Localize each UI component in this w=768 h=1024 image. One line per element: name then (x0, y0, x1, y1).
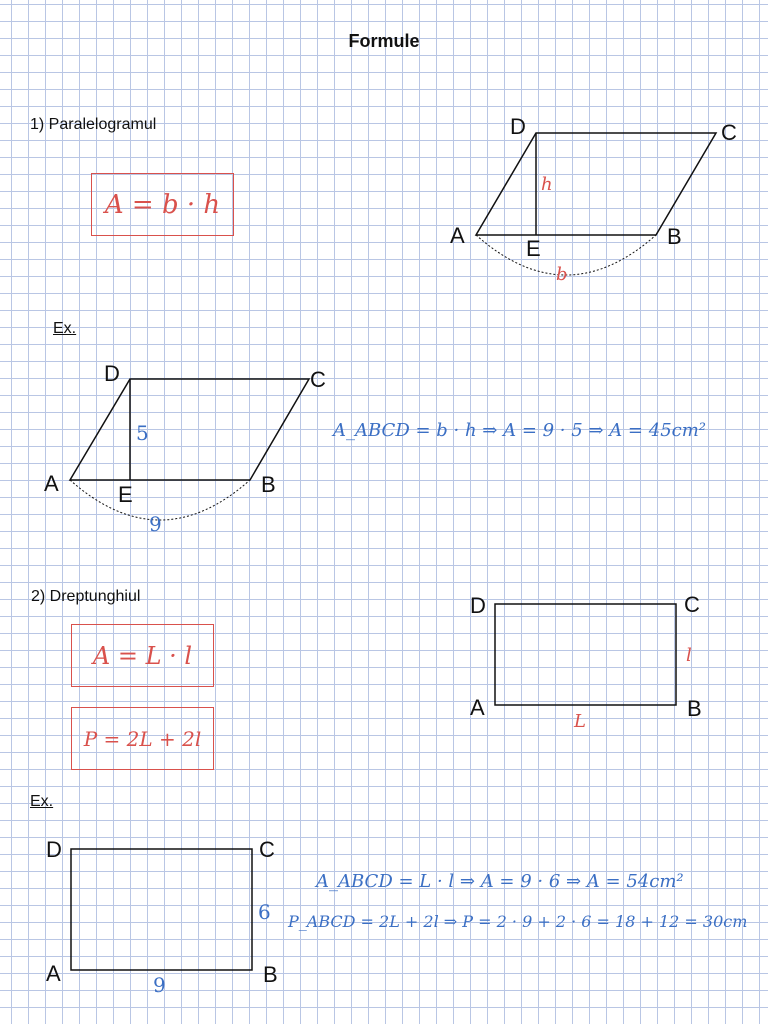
formula-rectangle-perimeter: P = 2L + 2l (83, 726, 202, 751)
example-point-label-e: E (118, 482, 133, 507)
point-label-e: E (526, 236, 541, 261)
example-base-value: 9 (149, 512, 162, 536)
rect-point-label-b: B (687, 696, 702, 721)
example-result-parallelogram: A_ABCD = b · h ⇒ A = 9 · 5 ⇒ A = 45cm² (333, 420, 707, 441)
page-title: Formule (348, 31, 420, 51)
parallelogram-shape (476, 133, 716, 235)
point-label-c: C (721, 120, 737, 145)
rect-point-label-a: A (470, 695, 485, 720)
example-result-rectangle-perimeter: P_ABCD = 2L + 2l ⇒ P = 2 · 9 + 2 · 6 = 18 + 12 = 30cm (288, 912, 748, 931)
base-label-b: b (556, 264, 568, 285)
example-rect-point-label-b: B (263, 962, 278, 987)
example-rectangle-shape (71, 849, 252, 970)
formula-parallelogram-area: A = b · h (104, 189, 221, 220)
example-height-value: 5 (136, 421, 149, 445)
rectangle-shape (495, 604, 676, 705)
section-heading-rectangle: 2) Dreptunghiul (31, 588, 141, 605)
example-rect-point-label-d: D (46, 837, 62, 862)
rect-point-label-d: D (470, 593, 486, 618)
example-rect-width-value: 6 (258, 900, 271, 924)
example-point-label-c: C (310, 367, 326, 392)
example-rect-point-label-c: C (259, 837, 275, 862)
point-label-a: A (450, 223, 465, 248)
example-label-1: Ex. (53, 320, 77, 337)
example-point-label-a: A (44, 471, 59, 496)
example-point-label-d: D (104, 361, 120, 386)
example-point-label-b: B (261, 472, 276, 497)
point-label-b: B (667, 224, 682, 249)
example-parallelogram-shape (70, 379, 309, 480)
height-label-h: h (541, 174, 553, 195)
example-result-rectangle-area: A_ABCD = L · l ⇒ A = 9 · 6 ⇒ A = 54cm² (316, 871, 684, 892)
rect-length-label-L: L (574, 711, 586, 732)
rect-width-label-l: l (686, 645, 692, 666)
point-label-d: D (510, 114, 526, 139)
example-rect-point-label-a: A (46, 961, 61, 986)
section-heading-parallelogram: 1) Paralelogramul (30, 116, 157, 133)
example-label-2: Ex. (30, 793, 54, 810)
example-rect-length-value: 9 (153, 973, 166, 997)
formula-box-rectangle-perimeter (71, 707, 214, 770)
formula-rectangle-area: A = L · l (92, 641, 193, 670)
formula-box-rectangle-area (71, 624, 214, 687)
rect-point-label-c: C (684, 592, 700, 617)
